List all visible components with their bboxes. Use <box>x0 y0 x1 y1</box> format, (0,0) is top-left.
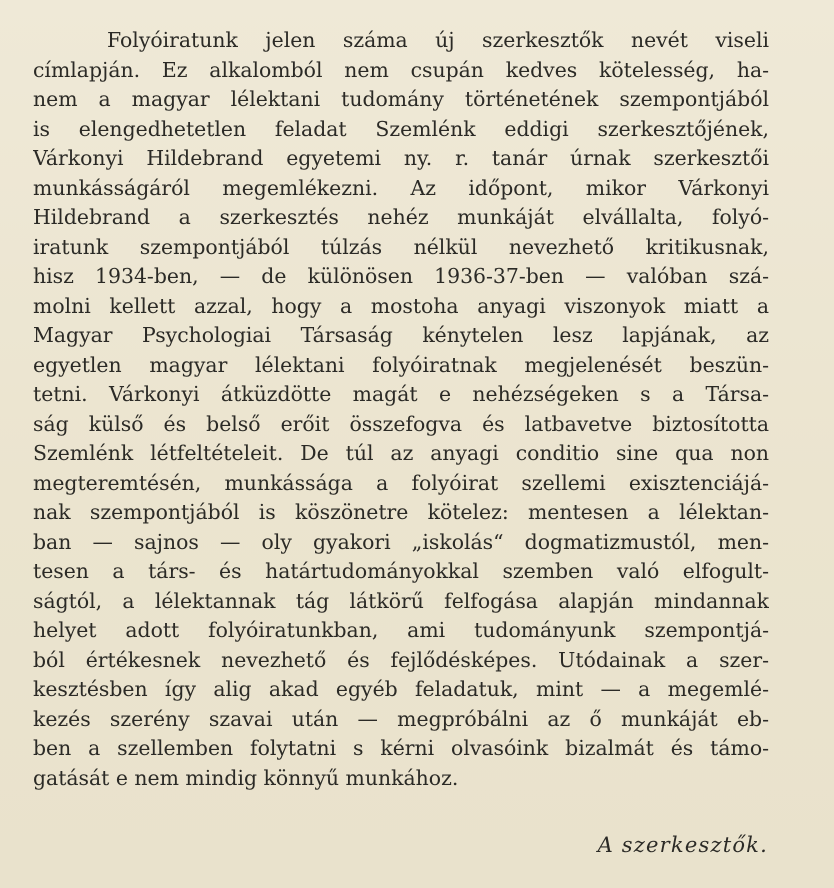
text-line: kesztésben így alig akad egyéb feladatuk, mint — a megemlé- <box>33 677 769 701</box>
text-line: gatását e nem mindig könnyű munkához. <box>33 765 459 790</box>
text-line: Folyóiratunk jelen száma új szerkesztők nevét viseli <box>107 28 769 52</box>
signature: A szerkesztők. <box>597 833 768 857</box>
text-line: Magyar Psychologiai Társaság kénytelen lesz lapjának, az <box>33 323 769 347</box>
text-line: ban — sajnos — oly gyakori „iskolás“ dogmatizmustól, men- <box>33 529 769 554</box>
text-line: iratunk szempontjából túlzás nélkül nevezhető kritikusnak, <box>33 234 769 259</box>
text-line: tetni. Várkonyi átküzdötte magát e nehézségeken s a Társa- <box>33 382 769 406</box>
text-line: hisz 1934-ben, — de különösen 1936-37-ben — valóban szá- <box>33 264 769 288</box>
text-line: ból értékesnek nevezhető és fejlődésképes. Utódainak a szer- <box>33 647 769 672</box>
text-line: címlapján. Ez alkalomból nem csupán kedves kötelesség, ha- <box>33 57 769 82</box>
body-paragraph <box>33 26 769 793</box>
text-line: nem a magyar lélektani tudomány történetének szempontjából <box>33 87 769 111</box>
text-line: nak szempontjából is köszönetre kötelez: mentesen a lélektan- <box>33 500 769 524</box>
text-line: ben a szellemben folytatni s kérni olvasóink bizalmát és támo- <box>33 736 769 760</box>
text-line: is elengedhetetlen feladat Szemlénk eddigi szerkesztőjének, <box>33 116 769 141</box>
text-line: Hildebrand a szerkesztés nehéz munkáját elvállalta, folyó- <box>33 205 769 229</box>
text-line: tesen a társ- és határtudományokkal szemben való elfogult- <box>33 559 769 583</box>
text-line: molni kellett azzal, hogy a mostoha anyagi viszonyok miatt a <box>33 293 769 318</box>
text-line: munkásságáról megemlékezni. Az időpont, mikor Várkonyi <box>33 175 769 200</box>
text-line: kezés szerény szavai után — megpróbálni az ő munkáját eb- <box>33 706 769 731</box>
text-line: helyet adott folyóiratunkban, ami tudományunk szempontjá- <box>33 618 769 642</box>
text-line: Várkonyi Hildebrand egyetemi ny. r. tanár úrnak szerkesztői <box>33 146 769 170</box>
text-line: ság külső és belső erőit összefogva és latbavetve biztosította <box>33 411 769 436</box>
text-line: ságtól, a lélektannak tág látkörű felfogása alapján mindannak <box>33 588 769 613</box>
text-line: Szemlénk létfeltételeit. De túl az anyagi conditio sine qua non <box>33 441 769 465</box>
text-line: megteremtésén, munkássága a folyóirat szellemi exisztenciájá- <box>33 470 769 495</box>
text-line: egyetlen magyar lélektani folyóiratnak megjelenését beszün- <box>33 352 769 377</box>
